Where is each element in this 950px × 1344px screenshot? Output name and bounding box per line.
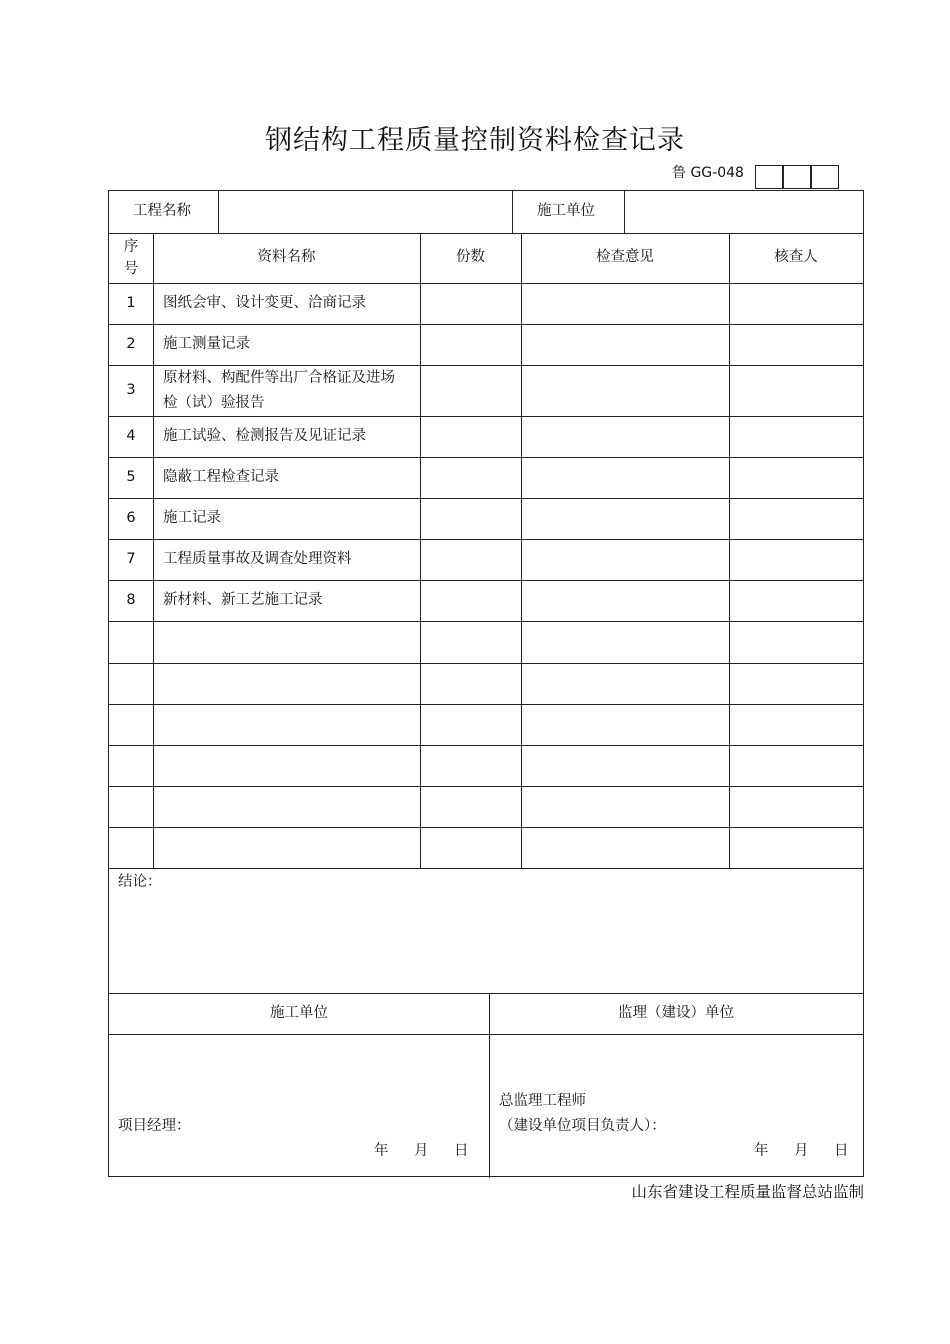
left-date-month: 月 [414,1143,429,1159]
left-date-year: 年 [374,1143,389,1159]
footer-issuer: 山东省建设工程质量监督总站监制 [631,1183,864,1201]
right-date-year: 年 [754,1143,769,1159]
code-box-3[interactable] [811,165,839,189]
row-2-seq: 2 [126,336,136,352]
project-manager-label: 项目经理： [118,1118,191,1134]
row-3-name: 原材料、构配件等出厂合格证及进场 检（试）验报告 [163,370,395,411]
project-name-field[interactable] [227,199,507,224]
form-code: 鲁 GG-048 [672,165,744,181]
row-1-seq: 1 [126,295,136,311]
construction-unit-field[interactable] [633,199,858,224]
owner-representative-label: （建设单位项目负责人）： [499,1118,666,1134]
signoff-supervision-unit-heading: 监理（建设）单位 [618,1005,734,1021]
row-6-seq: 6 [126,510,136,526]
conclusion-label: 结论： [118,874,162,890]
col-header-copies: 份数 [456,249,485,265]
row-4-name: 施工试验、检测报告及见证记录 [163,428,366,444]
code-box-2[interactable] [783,165,811,189]
col-header-doc-name: 资料名称 [257,249,316,265]
row-8-seq: 8 [126,592,136,608]
row-8-name: 新材料、新工艺施工记录 [163,592,323,608]
row-5-name: 隐蔽工程检查记录 [163,469,279,485]
row-6-name: 施工记录 [163,510,221,526]
project-name-label: 工程名称 [133,203,191,219]
form-title: 钢结构工程质量控制资料检查记录 [265,125,685,156]
col-header-checker: 核查人 [774,249,818,265]
row-7-seq: 7 [126,551,136,567]
row-1-name: 图纸会审、设计变更、洽商记录 [163,295,366,311]
left-date-day: 日 [454,1143,469,1159]
col-header-seq: 序 号 [123,239,139,277]
construction-unit-label: 施工单位 [537,203,595,219]
record-table [108,190,864,1177]
signoff-construction-unit-heading: 施工单位 [270,1005,328,1021]
right-date-month: 月 [794,1143,809,1159]
code-box-1[interactable] [755,165,783,189]
right-date-day: 日 [834,1143,849,1159]
row-2-name: 施工测量记录 [163,336,250,352]
row-5-seq: 5 [126,469,136,485]
row-3-seq: 3 [126,382,136,398]
chief-supervisor-label: 总监理工程师 [499,1093,586,1109]
row-7-name: 工程质量事故及调查处理资料 [163,551,352,567]
col-header-opinion: 检查意见 [596,249,654,265]
row-4-seq: 4 [126,428,136,444]
